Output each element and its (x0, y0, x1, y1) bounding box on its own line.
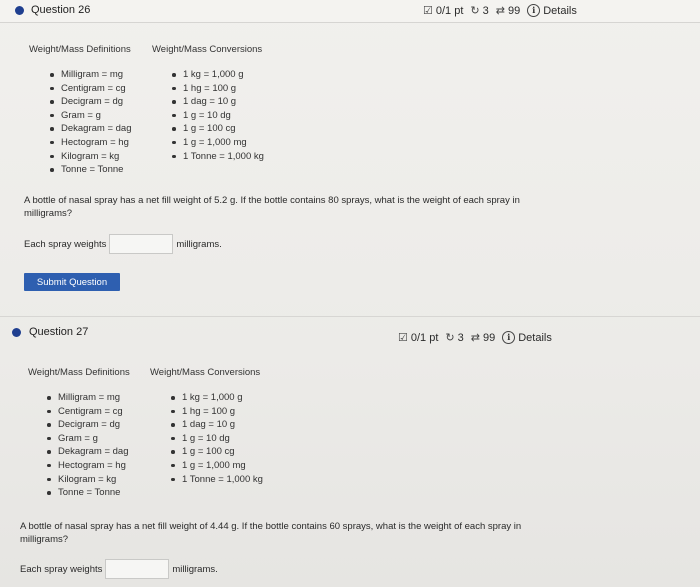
question-27-meta (398, 331, 552, 344)
attempts-icon: ⇄ (470, 332, 480, 344)
list-item: Milligram = mg (49, 68, 132, 82)
conversions-heading: Weight/Mass Conversions (150, 367, 261, 378)
list-item: Hectogram = hg (49, 136, 132, 150)
list-item: Dekagram = dag (49, 122, 132, 136)
score-label: 0/1 pt (435, 4, 464, 17)
conversions-list (171, 68, 264, 163)
question-26-title: Question 26 (31, 4, 91, 16)
list-item: Tonne = Tonne (46, 486, 129, 500)
answer-prefix: Each spray weights (24, 238, 107, 250)
definitions-list (46, 391, 129, 500)
list-item: Kilogram = kg (49, 150, 132, 164)
list-item: Decigram = dg (49, 95, 132, 109)
list-item: 1 g = 10 dg (170, 432, 263, 446)
details-link[interactable]: Details (543, 4, 577, 17)
score-checkbox-icon: ☑ (423, 5, 433, 17)
attempts-count: 99 (482, 331, 496, 344)
list-item: 1 kg = 1,000 g (171, 68, 264, 82)
answer-input[interactable] (109, 234, 173, 254)
question-26-header (0, 0, 700, 23)
definitions-list (49, 68, 132, 177)
retry-icon: ↻ (445, 332, 455, 344)
list-item: Milligram = mg (46, 391, 129, 405)
list-item: 1 Tonne = 1,000 kg (170, 473, 263, 487)
question-27-answer-row (20, 559, 218, 579)
divider (0, 316, 700, 317)
retries-count: 3 (482, 4, 489, 17)
list-item: 1 g = 100 cg (170, 445, 263, 459)
retries-count: 3 (457, 331, 464, 344)
list-item: Hectogram = hg (46, 459, 129, 473)
question-marker-icon (12, 328, 21, 337)
list-item: Gram = g (49, 109, 132, 123)
answer-unit: milligrams. (172, 563, 218, 575)
definitions-heading: Weight/Mass Definitions (29, 44, 131, 55)
list-item: Centigram = cg (49, 82, 132, 96)
submit-question-button[interactable]: Submit Question (24, 273, 120, 291)
attempts-count: 99 (507, 4, 521, 17)
answer-prefix: Each spray weights (20, 563, 103, 575)
list-item: 1 g = 10 dg (171, 109, 264, 123)
question-27-title: Question 27 (29, 326, 89, 338)
list-item: 1 hg = 100 g (171, 82, 264, 96)
attempts-icon: ⇄ (495, 5, 505, 17)
list-item: 1 Tonne = 1,000 kg (171, 150, 264, 164)
details-link[interactable]: Details (518, 331, 552, 344)
list-item: Kilogram = kg (46, 473, 129, 487)
score-label: 0/1 pt (410, 331, 439, 344)
list-item: 1 g = 1,000 mg (170, 459, 263, 473)
conversions-heading: Weight/Mass Conversions (152, 44, 263, 55)
question-27-problem: A bottle of nasal spray has a net fill weight of 4.44 g. If the bottle contains 60 sprays, what is the weight of each spray in milligrams? (20, 521, 522, 545)
question-marker-icon (15, 6, 24, 15)
list-item: Dekagram = dag (46, 445, 129, 459)
answer-input[interactable] (105, 559, 169, 579)
definitions-heading: Weight/Mass Definitions (28, 367, 130, 378)
retry-icon: ↻ (470, 5, 480, 17)
info-icon[interactable]: i (502, 331, 515, 344)
list-item: Gram = g (46, 432, 129, 446)
list-item: Centigram = cg (46, 405, 129, 419)
list-item: 1 dag = 10 g (170, 418, 263, 432)
question-26-answer-row (24, 234, 222, 254)
list-item: Tonne = Tonne (49, 163, 132, 177)
answer-unit: milligrams. (176, 238, 222, 250)
question-26-meta (423, 4, 577, 17)
list-item: 1 hg = 100 g (170, 405, 263, 419)
info-icon[interactable]: i (527, 4, 540, 17)
conversions-list (170, 391, 263, 486)
list-item: 1 g = 100 cg (171, 122, 264, 136)
question-26-problem: A bottle of nasal spray has a net fill weight of 5.2 g. If the bottle contains 80 sprays, what is the weight of each spray in milligrams? (24, 195, 520, 219)
list-item: 1 dag = 10 g (171, 95, 264, 109)
score-checkbox-icon: ☑ (398, 332, 408, 344)
list-item: 1 g = 1,000 mg (171, 136, 264, 150)
list-item: 1 kg = 1,000 g (170, 391, 263, 405)
list-item: Decigram = dg (46, 418, 129, 432)
